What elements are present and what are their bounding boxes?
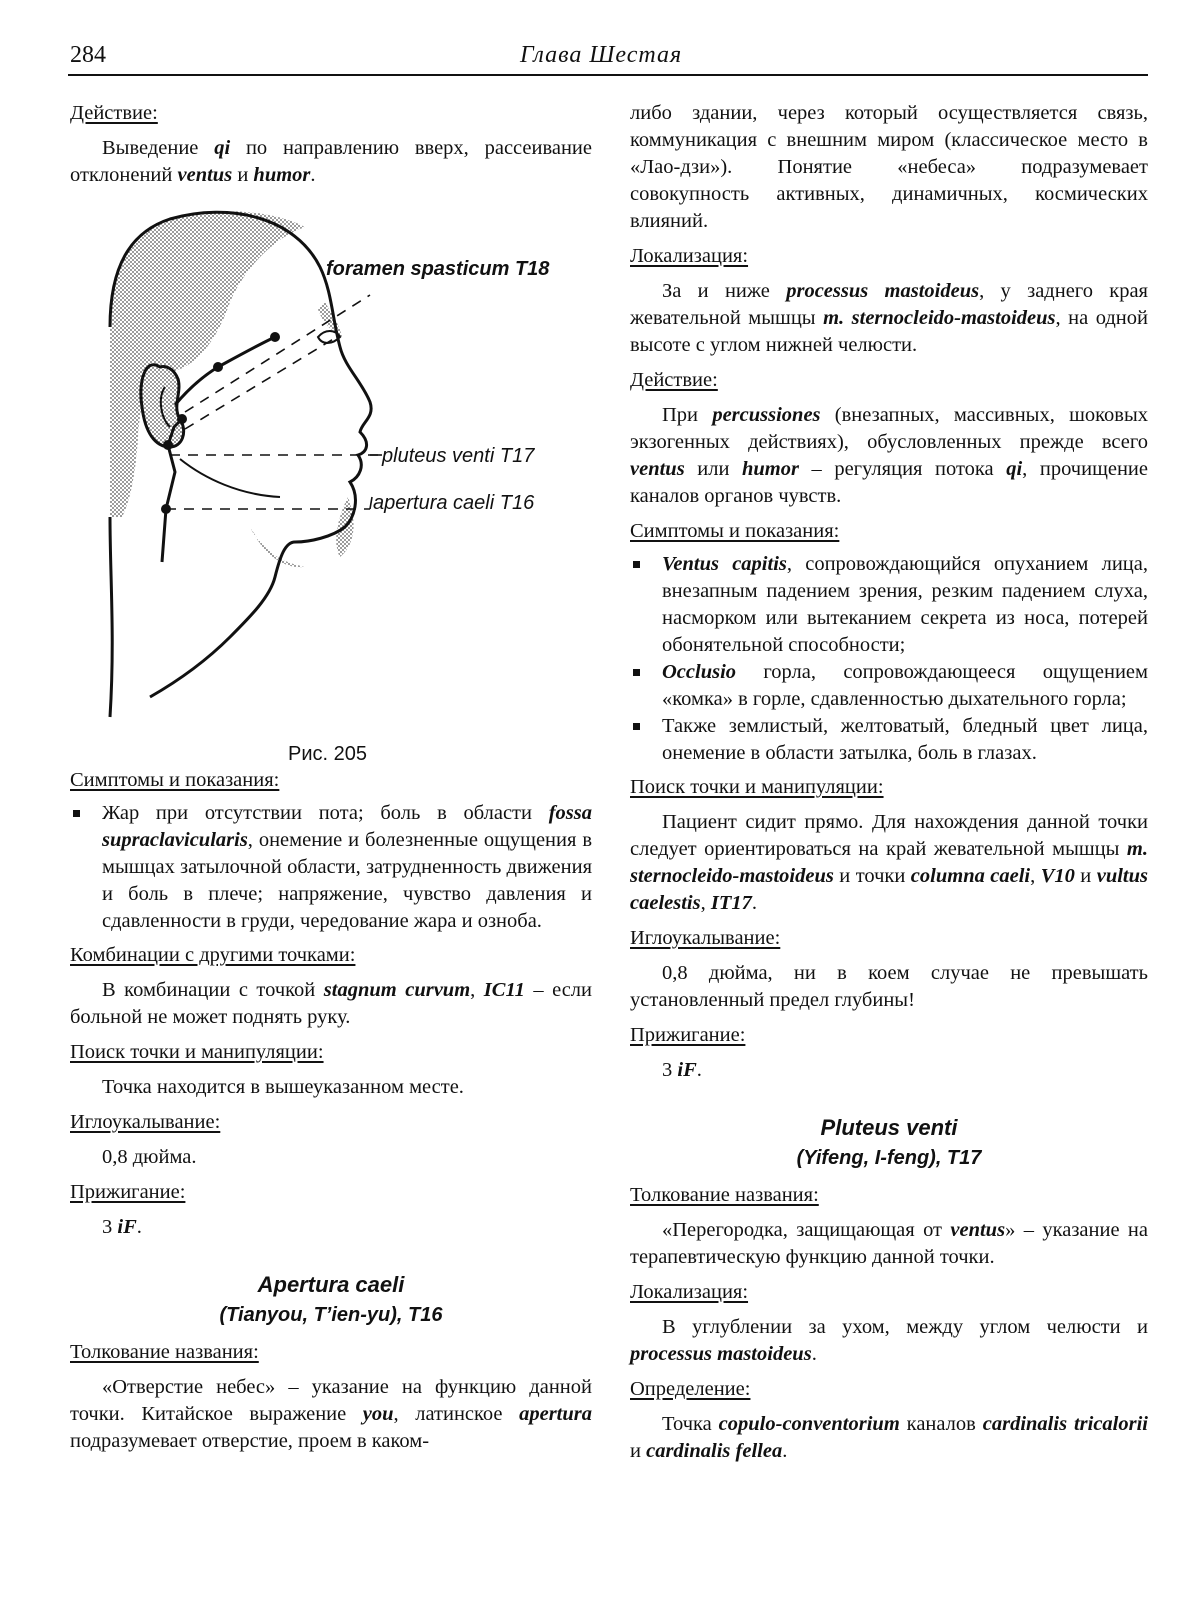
section-heading-localization: Локализация: bbox=[630, 245, 749, 267]
head-illustration bbox=[70, 197, 592, 767]
header-rule bbox=[68, 74, 1148, 76]
figure-caption: Рис. 205 bbox=[288, 743, 367, 765]
head-figure bbox=[70, 197, 592, 767]
list-item: Жар при отсутствии пота; боль в области fossa supraclavicularis, онемение и болезненные ощущения в мышцах затылочной области, затрудненность движения и боль в плече; напряжение, чувство давления и сдавленности в груди, чередование жара и озноба. bbox=[70, 800, 592, 935]
article-title: Pluteus venti bbox=[820, 1115, 958, 1140]
section-heading-needling: Иглоукалывание: bbox=[630, 927, 781, 949]
page-number: 284 bbox=[70, 42, 106, 68]
section-heading-moxa: Прижигание: bbox=[70, 1181, 186, 1203]
section-heading-search: Поиск точки и манипуляции: bbox=[630, 776, 884, 798]
section-heading-definition: Определение: bbox=[630, 1378, 751, 1400]
list-item: Ventus capitis, сопровождающийся опуханием лица, внезапным падением зрения, резким падением слуха, насморком или вытеканием секрета из носа, потерей обонятельной способности; bbox=[630, 551, 1148, 659]
article-subtitle: (Yifeng, I-feng), T17 bbox=[796, 1147, 982, 1169]
list-item: Также землистый, желтоватый, бледный цвет лица, онемение в области затылка, боль в глазах. bbox=[630, 713, 1148, 767]
localization-text: За и ниже processus mastoideus, у заднего края жевательной мышцы m. sternocleido-mastoideus, на одной высоте с углом нижней челюсти. bbox=[630, 280, 1148, 356]
definition-text: Точка copulo-conventorium каналов cardinalis tricalorii и cardinalis fellea. bbox=[630, 1413, 1148, 1462]
needling-text: 0,8 дюйма, ни в коем случае не превышать установленный предел глубины! bbox=[630, 962, 1148, 1011]
symptoms-list bbox=[70, 800, 592, 935]
section-heading-action: Действие: bbox=[630, 369, 718, 391]
combinations-text: В комбинации с точкой stagnum curvum, IC11 – если больной не может поднять руку. bbox=[70, 979, 592, 1028]
moxa-text: 3 iF. bbox=[102, 1216, 142, 1238]
continued-text: либо здании, через который осуществляется связь, коммуникация с внешним миром (классическое место в «Лао-дзи»). Понятие «небеса» подразумевает совокупность активных, динамичных, космических влияний. bbox=[630, 102, 1148, 232]
name-text: «Отверстие небес» – указание на функцию данной точки. Китайское выражение you, латинское apertura подразумевает отверстие, проем в каком- bbox=[70, 1376, 592, 1452]
label-t18: foramen spasticum T18 bbox=[326, 258, 550, 280]
section-heading-name: Толкование названия: bbox=[630, 1184, 819, 1206]
section-heading-search: Поиск точки и манипуляции: bbox=[70, 1041, 324, 1063]
left-column bbox=[70, 100, 592, 1463]
section-heading-symptoms: Симптомы и показания: bbox=[630, 520, 840, 542]
section-heading-name: Толкование названия: bbox=[70, 1341, 259, 1363]
section-heading-moxa: Прижигание: bbox=[630, 1024, 746, 1046]
action-text: Выведение qi по направлению вверх, рассеивание отклонений ventus и humor. bbox=[70, 137, 593, 186]
section-heading-action: Действие: bbox=[70, 102, 158, 124]
running-head: Глава Шестая bbox=[520, 42, 683, 68]
article-subtitle: (Tianyou, T’ien-yu), T16 bbox=[219, 1304, 443, 1326]
localization-2-text: В углублении за ухом, между углом челюсти и processus mastoideus. bbox=[630, 1316, 1148, 1365]
section-heading-needling: Иглоукалывание: bbox=[70, 1111, 221, 1133]
moxa-text: 3 iF. bbox=[662, 1059, 702, 1081]
article-title: Apertura caeli bbox=[257, 1272, 405, 1297]
right-column bbox=[630, 100, 1148, 1473]
action-text: При percussiones (внезапных, массивных, шоковых экзогенных действиях), обусловленных прежде всего ventus или humor – регуляция потока qi, прочищение каналов органов чувств. bbox=[630, 404, 1148, 507]
list-item: Occlusio горла, сопровождающееся ощущением «комка» в горле, сдавленностью дыхательного горла; bbox=[630, 659, 1148, 713]
label-t16: apertura caeli T16 bbox=[373, 492, 535, 514]
name-text: «Перегородка, защищающая от ventus» – указание на терапевтическую функцию данной точки. bbox=[630, 1219, 1148, 1268]
section-heading-symptoms: Симптомы и показания: bbox=[70, 769, 280, 791]
needling-text: 0,8 дюйма. bbox=[102, 1146, 197, 1168]
search-text: Точка находится в вышеуказанном месте. bbox=[102, 1076, 464, 1098]
symptoms-list bbox=[630, 551, 1148, 767]
section-heading-combinations: Комбинации с другими точками: bbox=[70, 944, 356, 966]
section-heading-localization-2: Локализация: bbox=[630, 1281, 749, 1303]
label-t17: pluteus venti T17 bbox=[382, 445, 535, 467]
search-text: Пациент сидит прямо. Для нахождения данной точки следует ориентироваться на край жевательной мышцы m. sternocleido-mastoideus и точки columna caeli, V10 и vultus caelestis, IT17. bbox=[630, 811, 1148, 914]
